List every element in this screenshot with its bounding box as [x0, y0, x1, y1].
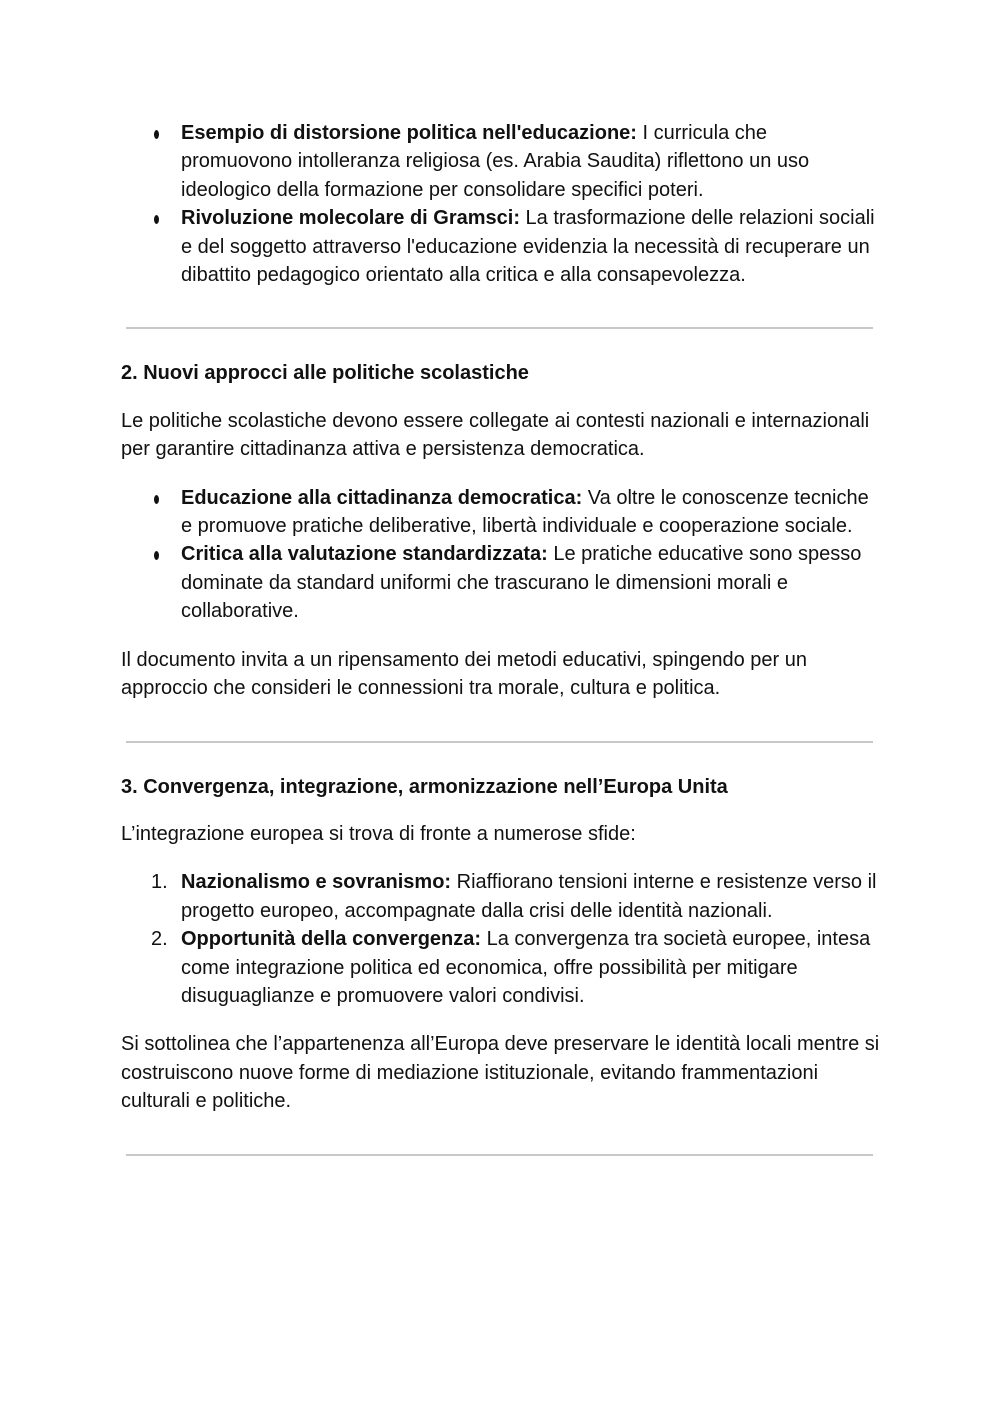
- list-item: [121, 540, 881, 625]
- list-item: [121, 484, 881, 541]
- list-item: [121, 868, 881, 925]
- bullet-icon: [154, 215, 159, 224]
- bullet-icon: [154, 551, 159, 560]
- list-item: [121, 119, 881, 204]
- section-outro: Si sottolinea che l’appartenenza all’Europa deve preservare le identità locali mentre si costruiscono nuove forme di mediazione istituzionale, evitando frammentazioni culturali e politiche.: [121, 1033, 880, 1113]
- item-text: Riaffiorano tensioni interne e resistenze verso il progetto europeo, accompagnate dalla crisi delle identità nazionali.: [181, 871, 877, 922]
- section-outro: Il documento invita a un ripensamento dei metodi educativi, spingendo per un approccio che consideri le connessioni tra morale, cultura e politica.: [121, 648, 807, 700]
- bullet-icon: [154, 130, 159, 139]
- bullet-text: I curricula che promuovono intolleranza religiosa (es. Arabia Saudita) riflettono un uso ideologico della formazione per consolidare specifici poteri.: [181, 122, 810, 201]
- section-intro: L’integrazione europea si trova di fronte a numerose sfide:: [121, 822, 636, 845]
- bullet-icon: [154, 495, 159, 504]
- list-number: 1.: [151, 871, 168, 894]
- section3-numbered-list: [121, 868, 881, 1010]
- bullet-title: Educazione alla cittadinanza democratica:: [181, 486, 583, 509]
- item-title: Nazionalismo e sovranismo:: [181, 871, 452, 894]
- section2-bullet-list: [121, 484, 881, 626]
- list-item: [121, 204, 881, 289]
- section-intro: Le politiche scolastiche devono essere collegate ai contesti nazionali e internazionali per garantire cittadinanza attiva e persistenza democratica.: [121, 409, 870, 461]
- bullet-text: Va oltre le conoscenze tecniche e promuove pratiche deliberative, libertà individuale e cooperazione sociale.: [181, 486, 869, 538]
- section-heading: 3. Convergenza, integrazione, armonizzazione nell’Europa Unita: [121, 775, 728, 798]
- bullet-title: Critica alla valutazione standardizzata:: [181, 543, 548, 566]
- section1-bullet-list: [121, 119, 881, 289]
- bullet-title: Rivoluzione molecolare di Gramsci:: [181, 207, 520, 230]
- list-item: [121, 925, 881, 1010]
- item-title: Opportunità della convergenza:: [181, 928, 482, 951]
- bullet-title: Esempio di distorsione politica nell'educazione:: [181, 122, 637, 144]
- list-number: 2.: [151, 928, 168, 951]
- document-page: [121, 119, 881, 1156]
- section-heading: 2. Nuovi approcci alle politiche scolastiche: [121, 362, 529, 385]
- section-divider: [126, 1154, 873, 1156]
- item-text: La convergenza tra società europee, intesa come integrazione politica ed economica, offre possibilità per mitigare disuguaglianze e promuovere valori condivisi.: [181, 928, 871, 1007]
- bullet-text: Le pratiche educative sono spesso dominate da standard uniformi che trascurano le dimensioni morali e collaborative.: [181, 543, 862, 623]
- bullet-text: La trasformazione delle relazioni sociali e del soggetto attraverso l'educazione evidenzia la necessità di recuperare un dibattito pedagogico orientato alla critica e alla consapevolezza.: [181, 207, 875, 287]
